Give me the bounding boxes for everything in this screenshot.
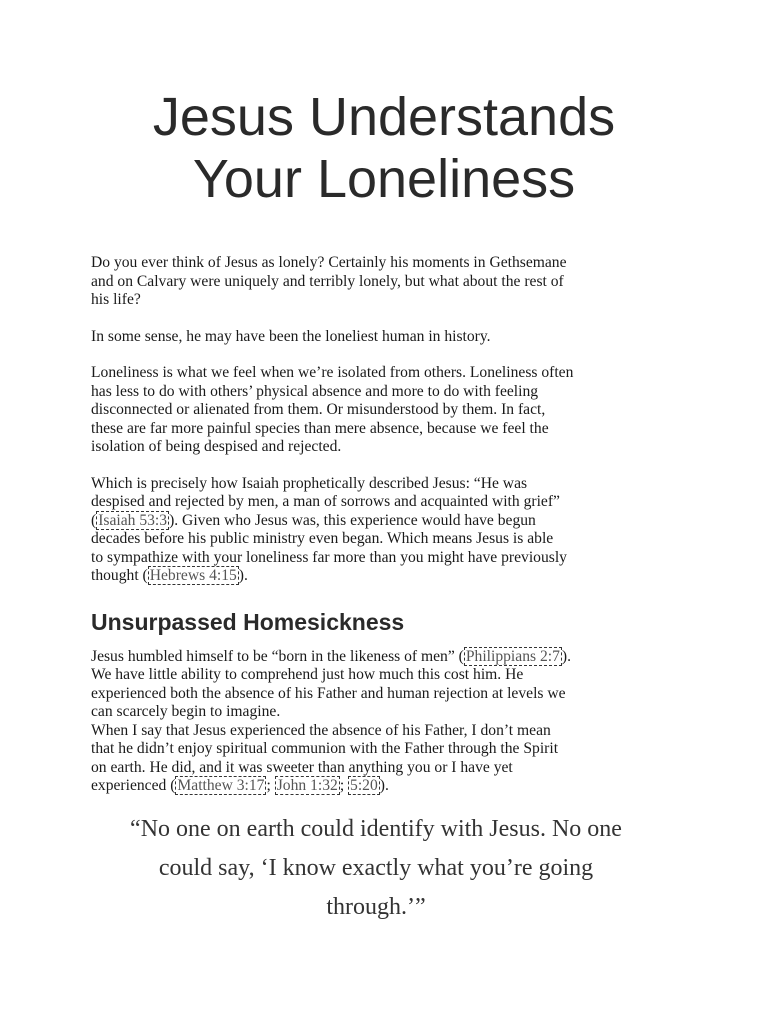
title-line-2: Your Loneliness [192,149,576,209]
paragraph-line: decades before his public ministry even began. Which means Jesus is able [91,530,554,547]
paragraph-line: Do you ever think of Jesus as lonely? Certainly his moments in Gethsemane [91,254,567,271]
paragraph-line: Which is precisely how Isaiah prophetically described Jesus: “He was [91,474,528,492]
paragraph-loneliness-definition [91,364,691,457]
article-body [91,254,691,927]
section-heading: Unsurpassed Homesickness [91,608,405,635]
paragraph-line [91,648,691,667]
title-line-1: Jesus Understands [152,87,616,147]
pull-quote-line: “No one on earth could identify with Jesus. No one [130,815,622,842]
paragraph-line: In some sense, he may have been the loneliest human in history. [91,327,491,345]
text-fragment: ( [91,511,97,529]
paragraph-line: on earth. He did, and it was sweeter than anything you or I have yet [91,758,513,776]
scripture-link-john[interactable]: John 1:32 [276,777,338,794]
paragraph-line: disconnected or alienated from them. Or misunderstood by them. In fact, [91,401,546,418]
text-fragment: ). [561,647,571,665]
paragraph-line: his life? [91,291,141,308]
scripture-link-john-5-20[interactable]: 5:20 [350,777,378,794]
paragraph-line: experienced both the absence of his Father and human rejection at levels we [91,684,566,702]
paragraph-line [91,777,691,796]
scripture-link-matthew[interactable]: Matthew 3:17 [177,777,265,794]
text-fragment: Jesus humbled himself to be “born in the likeness of men” ( [91,647,464,665]
paragraph-line: can scarcely begin to imagine. [91,703,281,720]
paragraph-line: to sympathize with your loneliness far more than you might have previously [91,548,567,566]
scripture-link-isaiah[interactable]: Isaiah 53:3 [98,511,168,529]
text-fragment: ; [266,777,275,794]
scripture-link-hebrews[interactable]: Hebrews 4:15 [149,567,237,584]
paragraph-line: that he didn’t enjoy spiritual communion with the Father through the Spirit [91,740,559,757]
paragraph-line: isolation of being despised and rejected. [91,438,342,455]
paragraph-loneliest [91,328,691,347]
paragraph-line: has less to do with others’ physical absence and more to do with feeling [91,382,539,400]
paragraph-line [91,567,691,586]
scripture-link-philippians[interactable]: Philippians 2:7 [465,647,560,665]
paragraph-line: and on Calvary were uniquely and terribly lonely, but what about the rest of [91,272,564,290]
paragraph-isaiah [91,475,691,586]
paragraph-homesickness [91,648,691,722]
text-fragment: experienced ( [91,777,176,794]
text-fragment: thought ( [91,567,148,584]
text-fragment: ; [339,777,349,794]
paragraph-line: despised and rejected by men, a man of sorrows and acquainted with grief” [91,493,560,510]
paragraph-line: When I say that Jesus experienced the absence of his Father, I don’t mean [91,721,551,739]
paragraph-line [91,512,691,531]
paragraph-line: these are far more painful species than mere absence, because we feel the [91,419,549,437]
paragraph-line: We have little ability to comprehend just how much this cost him. He [91,666,524,683]
text-fragment: ). [238,567,248,584]
pull-quote-line: through.’” [326,893,426,920]
text-fragment: ). [379,777,389,794]
paragraph-line: Loneliness is what we feel when we’re isolated from others. Loneliness often [91,364,574,381]
pull-quote [66,810,686,927]
text-fragment: ). Given who Jesus was, this experience would have begun [169,511,536,529]
paragraph-intro [91,254,691,310]
pull-quote-line: could say, ‘I know exactly what you’re going [158,854,594,881]
page-title [0,86,768,210]
paragraph-father-absence [91,722,691,796]
